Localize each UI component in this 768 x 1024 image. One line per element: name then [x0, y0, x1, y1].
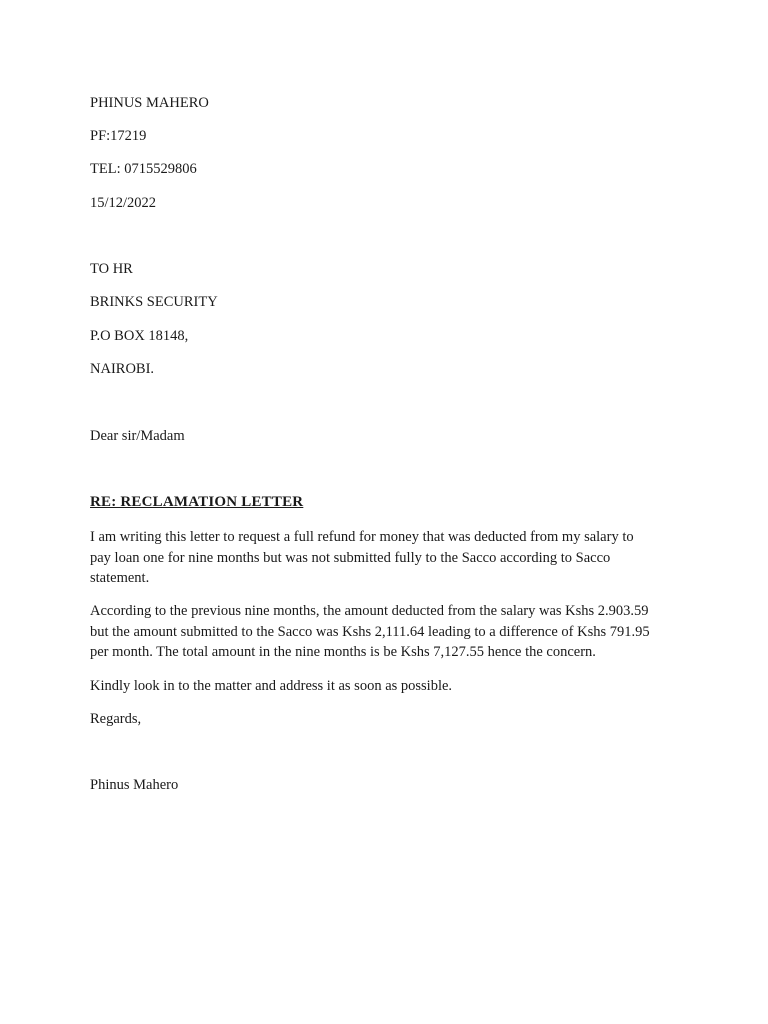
recipient-line-4: NAIROBI.	[90, 361, 155, 377]
body-paragraph-2	[90, 601, 670, 663]
paragraph-line: pay loan one for nine months but was not submitted fully to the Sacco according to Sacco	[90, 549, 611, 566]
body-paragraph-1	[90, 527, 670, 589]
subject-heading: RE: RECLAMATION LETTER	[90, 494, 304, 510]
signature-name: Phinus Mahero	[90, 777, 179, 793]
sender-tel: TEL: 0715529806	[90, 161, 197, 177]
closing: Regards,	[90, 711, 142, 727]
sender-name: PHINUS MAHERO	[90, 95, 209, 111]
letter-date: 15/12/2022	[90, 195, 157, 211]
paragraph-line: but the amount submitted to the Sacco was Kshs 2,111.64 leading to a difference of Kshs 791.95	[90, 623, 650, 640]
paragraph-line: statement.	[90, 570, 150, 586]
sender-pf: PF:17219	[90, 128, 147, 144]
paragraph-line: I am writing this letter to request a full refund for money that was deducted from my salary to	[90, 529, 634, 545]
body-paragraph-3: Kindly look in to the matter and address it as soon as possible.	[90, 678, 453, 694]
salutation: Dear sir/Madam	[90, 428, 185, 444]
recipient-line-1: TO HR	[90, 261, 133, 277]
paragraph-line: According to the previous nine months, the amount deducted from the salary was Kshs 2.903.59	[90, 603, 649, 619]
recipient-line-3: P.O BOX 18148,	[90, 328, 189, 344]
paragraph-line: per month. The total amount in the nine months is be Kshs 7,127.55 hence the concern.	[90, 644, 596, 660]
recipient-line-2: BRINKS SECURITY	[90, 294, 218, 310]
